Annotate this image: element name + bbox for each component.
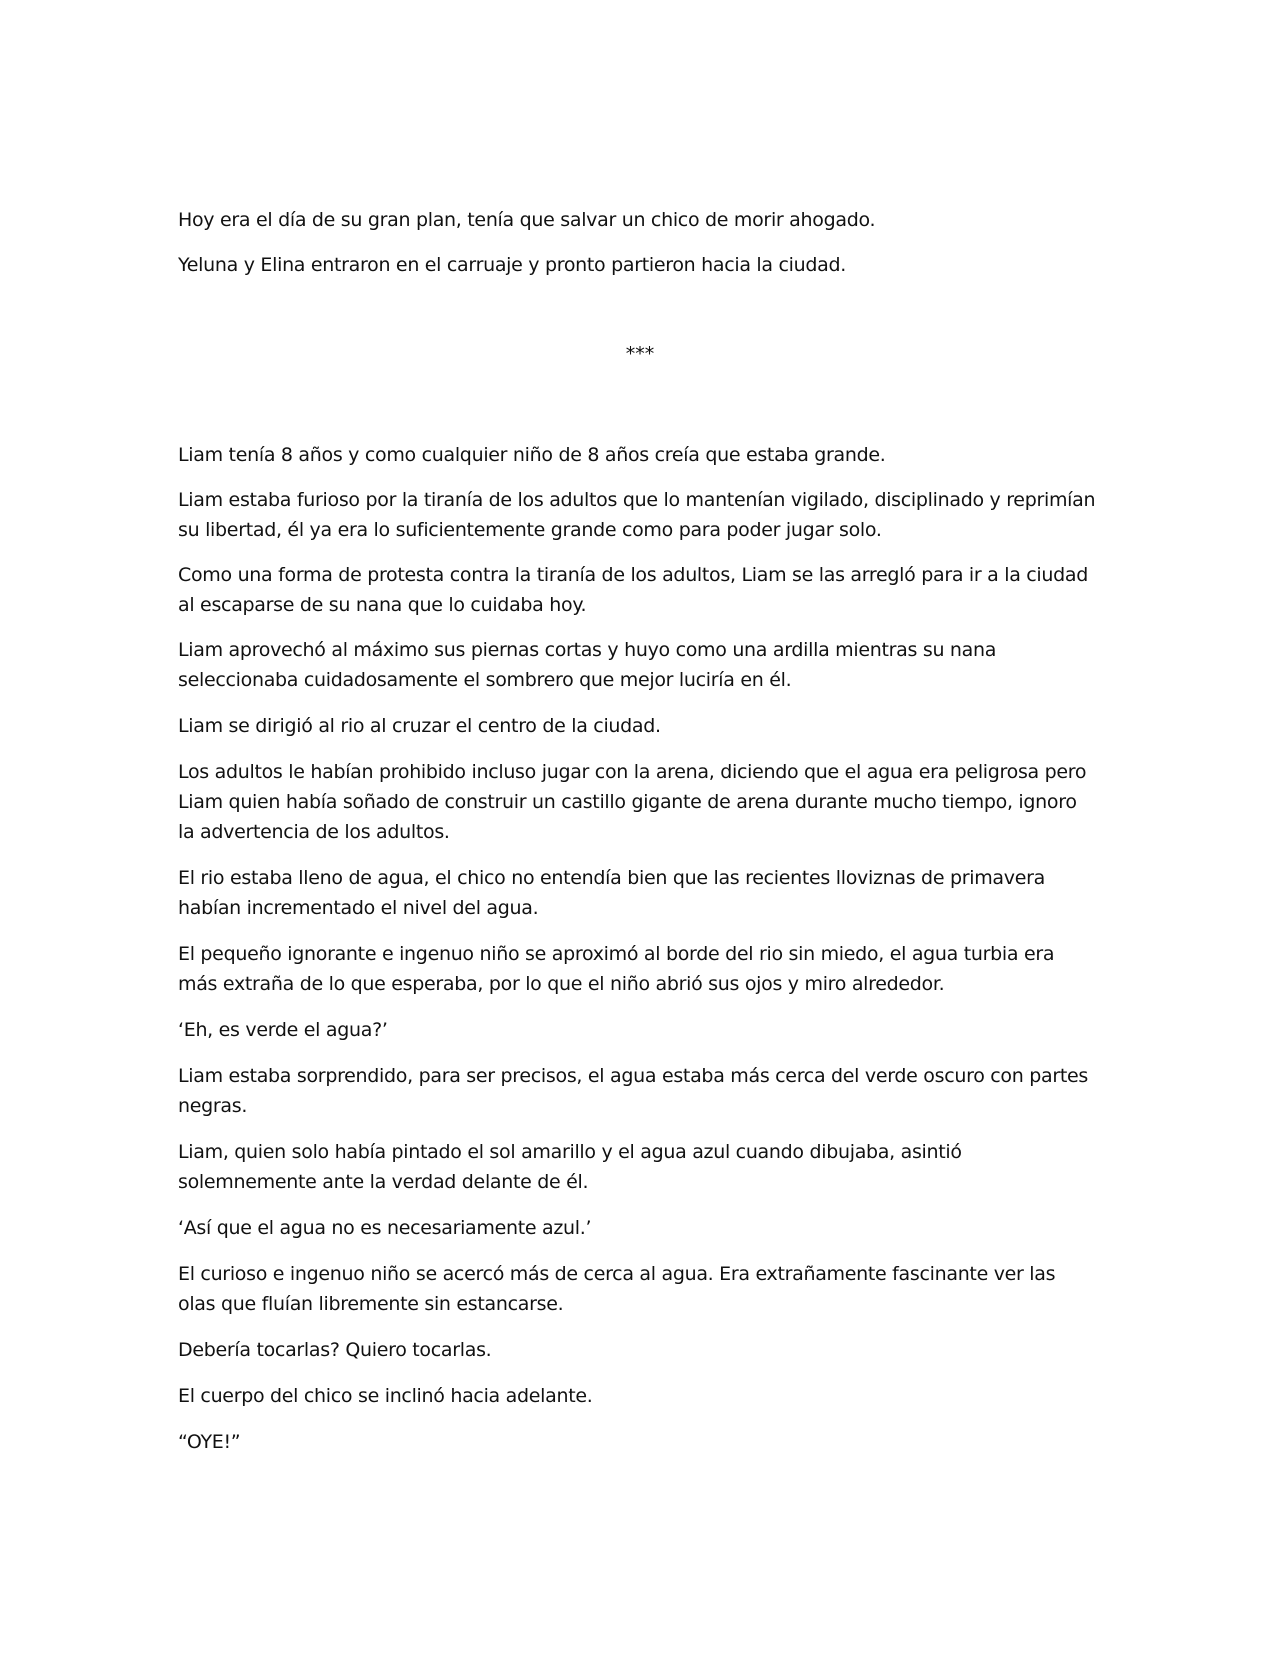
scene-break: *** xyxy=(625,343,655,365)
paragraph-8: El pequeño ignorante e ingenuo niño se aproximó al borde del rio sin miedo, el agua turbia era más extraña de lo que esperaba, por lo que el niño abrió sus ojos y miro alrededor. xyxy=(178,943,1055,995)
intro-paragraph-2: Yeluna y Elina entraron en el carruaje y pronto partieron hacia la ciudad. xyxy=(178,254,846,276)
paragraph-13: El curioso e ingenuo niño se acercó más de cerca al agua. Era extrañamente fascinante ver las olas que fluían libremente sin estancarse. xyxy=(178,1263,1056,1315)
paragraph-14: Debería tocarlas? Quiero tocarlas. xyxy=(178,1339,492,1361)
paragraph-10: Liam estaba sorprendido, para ser precisos, el agua estaba más cerca del verde oscuro con partes negras. xyxy=(178,1065,1088,1117)
paragraph-5: Liam se dirigió al rio al cruzar el centro de la ciudad. xyxy=(178,715,661,737)
paragraph-15: El cuerpo del chico se inclinó hacia adelante. xyxy=(178,1385,593,1407)
paragraph-4: Liam aprovechó al máximo sus piernas cortas y huyo como una ardilla mientras su nana seleccionaba cuidadosamente el sombrero que mejor luciría en él. xyxy=(178,639,997,691)
paragraph-3: Como una forma de protesta contra la tiranía de los adultos, Liam se las arregló para ir a la ciudad al escaparse de su nana que lo cuidaba hoy. xyxy=(178,564,1089,616)
paragraph-9: ‘Eh, es verde el agua?’ xyxy=(178,1019,388,1041)
paragraph-6: Los adultos le habían prohibido incluso jugar con la arena, diciendo que el agua era peligrosa pero Liam quien había soñado de construir un castillo gigante de arena durante mucho tiempo, ignoro la advertencia de los adultos. xyxy=(178,761,1087,843)
intro-paragraph-1: Hoy era el día de su gran plan, tenía que salvar un chico de morir ahogado. xyxy=(178,209,876,231)
paragraph-1: Liam tenía 8 años y como cualquier niño de 8 años creía que estaba grande. xyxy=(178,444,886,466)
paragraph-16: “OYE!” xyxy=(178,1431,241,1453)
paragraph-12: ‘Así que el agua no es necesariamente azul.’ xyxy=(178,1217,592,1239)
paragraph-2: Liam estaba furioso por la tiranía de los adultos que lo mantenían vigilado, disciplinado y reprimían su libertad, él ya era lo suficientemente grande como para poder jugar solo. xyxy=(178,489,1096,541)
paragraph-11: Liam, quien solo había pintado el sol amarillo y el agua azul cuando dibujaba, asintió solemnemente ante la verdad delante de él. xyxy=(178,1141,962,1193)
paragraph-7: El rio estaba lleno de agua, el chico no entendía bien que las recientes lloviznas de primavera habían incrementado el nivel del agua. xyxy=(178,867,1045,919)
